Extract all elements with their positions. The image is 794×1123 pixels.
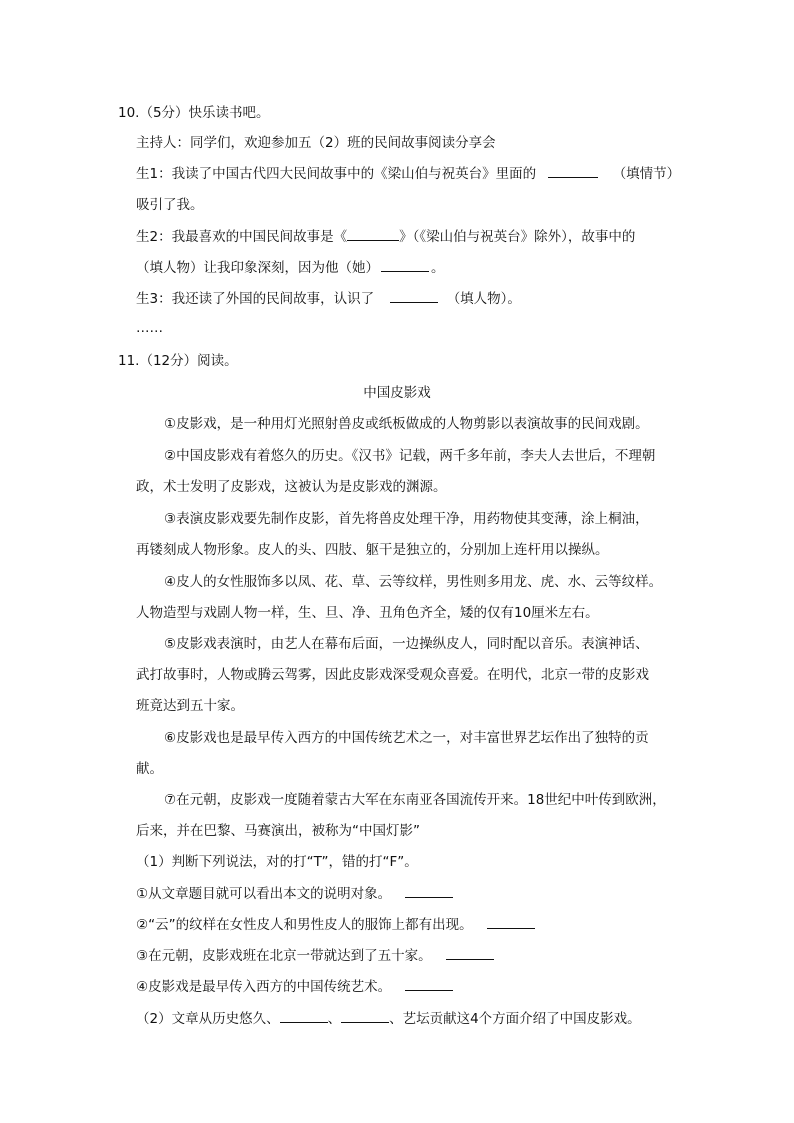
q10-student1-hint: （填情节）	[612, 166, 681, 182]
q10-student2-text2: 》（《梁山伯与祝英台》除外），故事中的	[399, 229, 636, 245]
answer-blank[interactable]	[405, 885, 453, 898]
answer-blank[interactable]	[347, 228, 399, 241]
answer-blank[interactable]	[381, 259, 429, 272]
sub-question-2-sep: 、	[327, 1011, 342, 1027]
paragraph-6-line-1: ⑥皮影戏也是最早传入西方的中国传统艺术之一，对丰富世界艺坛作出了独特的贡	[164, 730, 649, 746]
answer-blank[interactable]	[487, 916, 535, 929]
sub-question-2	[136, 1010, 641, 1028]
answer-blank[interactable]	[405, 978, 453, 991]
q10-student3-text: 生3：我还读了外国的民间故事，认识了	[136, 291, 375, 307]
paragraph-5-line-2: 武打故事时，人物或腾云驾雾，因此皮影戏深受观众喜爱。在明代，北京一带的皮影戏	[136, 667, 649, 683]
q10-student2-text: 生2：我最喜欢的中国民间故事是《	[136, 229, 348, 245]
paragraph-2-line-2: 政，术士发明了皮影戏，这被认为是皮影戏的渊源。	[136, 479, 447, 495]
q10-host-line: 主持人：同学们，欢迎参加五（2）班的民间故事阅读分享会	[136, 135, 496, 151]
paragraph-7-line-2: 后来，并在巴黎、马赛演出，被称为“中国灯影”	[136, 823, 420, 839]
q10-student2-line	[136, 228, 635, 246]
answer-blank[interactable]	[446, 947, 494, 960]
paragraph-7-line-1: ⑦在元朝，皮影戏一度随着蒙古大军在东南亚各国流传开来。18世纪中叶传到欧洲，	[164, 792, 666, 808]
paragraph-2-line-1: ②中国皮影戏有着悠久的历史。《汉书》记载，两千多年前，李夫人去世后，不理朝	[164, 448, 656, 464]
paragraph-4-line-2: 人物造型与戏剧人物一样，生、旦、净、丑角色齐全，矮的仅有10厘米左右。	[136, 605, 599, 621]
statement-2	[136, 916, 537, 934]
q10-student2-cont	[136, 259, 445, 277]
paragraph-5-line-3: 班竟达到五十家。	[136, 698, 244, 714]
sub-question-1: （1）判断下列说法，对的打“T”，错的打“F”。	[136, 854, 418, 870]
q10-student1-cont: 吸引了我。	[136, 197, 204, 213]
paragraph-3-line-1: ③表演皮影戏要先制作皮影，首先将兽皮处理干净，用药物使其变薄，涂上桐油，	[164, 511, 649, 527]
q10-student1-text: 生1：我读了中国古代四大民间故事中的《梁山伯与祝英台》里面的	[136, 166, 537, 182]
statement-1-text: ①从文章题目就可以看出本文的说明对象。	[136, 886, 392, 902]
q10-student1-line	[136, 165, 680, 183]
q11-header: 11.（12分）阅读。	[118, 353, 238, 369]
q10-ellipsis: ……	[136, 320, 163, 336]
sub-question-2-end: 、艺坛贡献这4个方面介绍了中国皮影戏。	[389, 1011, 641, 1027]
statement-2-text: ②“云”的纹样在女性皮人和男性皮人的服饰上都有出现。	[136, 917, 473, 933]
answer-blank[interactable]	[341, 1010, 389, 1023]
answer-blank[interactable]	[280, 1010, 328, 1023]
passage-title: 中国皮影戏	[363, 385, 431, 401]
statement-1	[136, 885, 455, 903]
answer-blank[interactable]	[548, 165, 598, 178]
paragraph-4-line-1: ④皮人的女性服饰多以凤、花、草、云等纹样，男性则多用龙、虎、水、云等纹样。	[164, 574, 663, 590]
paragraph-6-line-2: 献。	[136, 761, 163, 777]
statement-3	[136, 947, 496, 965]
answer-blank[interactable]	[390, 290, 438, 303]
paragraph-3-line-2: 再镂刻成人物形象。皮人的头、四肢、躯干是独立的，分别加上连杆用以操纵。	[136, 542, 609, 558]
paragraph-1: ①皮影戏，是一种用灯光照射兽皮或纸板做成的人物剪影以表演故事的民间戏剧。	[164, 416, 649, 432]
statement-3-text: ③在元朝，皮影戏班在北京一带就达到了五十家。	[136, 948, 432, 964]
q10-student3-hint: （填人物）。	[446, 291, 521, 307]
q10-header: 10.（5分）快乐读书吧。	[118, 105, 270, 121]
q10-student3-line	[136, 290, 521, 308]
q10-student2-text3: （填人物）让我印象深刻，因为他（她）	[136, 260, 379, 276]
statement-4-text: ④皮影戏是最早传入西方的中国传统艺术。	[136, 979, 392, 995]
statement-4	[136, 978, 455, 996]
q10-student2-end: 。	[431, 260, 445, 276]
paragraph-5-line-1: ⑤皮影戏表演时，由艺人在幕布后面，一边操纵皮人，同时配以音乐。表演神话、	[164, 636, 649, 652]
sub-question-2-text: （2）文章从历史悠久、	[136, 1011, 280, 1027]
